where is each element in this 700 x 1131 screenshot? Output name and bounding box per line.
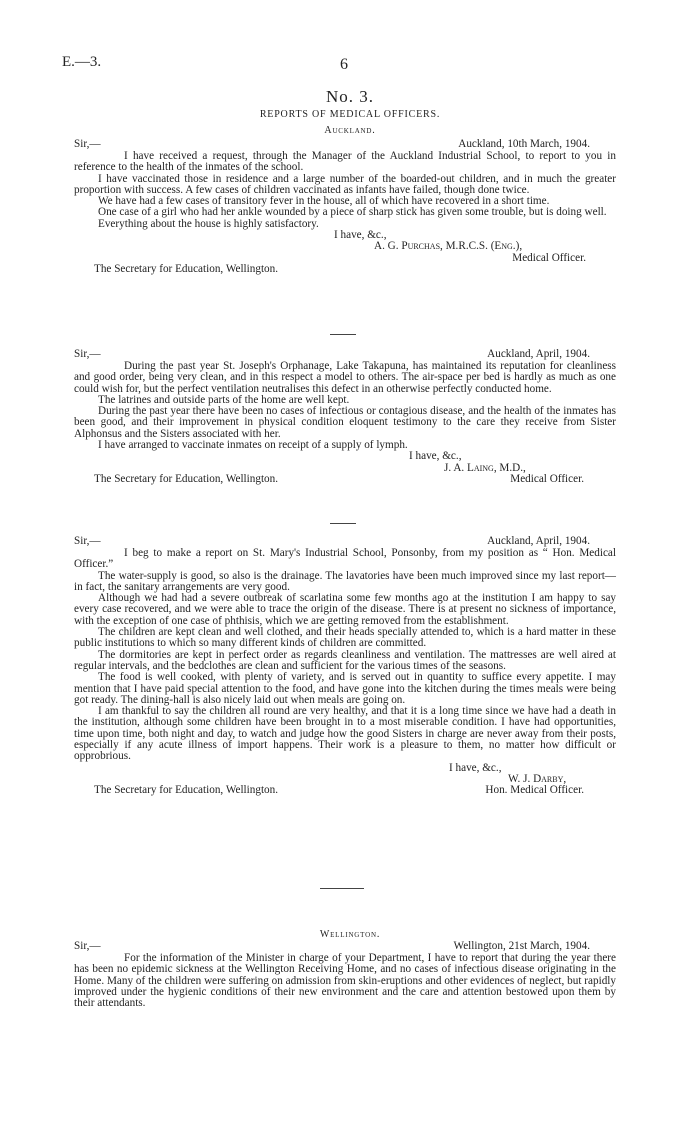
divider	[320, 888, 364, 889]
closing: I have, &c.,	[334, 229, 387, 242]
letter-wellington	[74, 941, 616, 1009]
paragraph: I am thankful to say the children all round are very healthy, and that it is a long time since we have had a death in the institution, although some children have been brought in to a most miserable condition. I have had opportunities, time upon time, both night and day, to watch and judge how the good Sisters in charge are never away from their posts, especially if any acute illness of import happens. Their work is a pleasure to them, no matter how difficult or opprobrious.	[74, 705, 616, 763]
place-date: Wellington, 21st March, 1904.	[453, 940, 590, 952]
salutation: Sir,—	[74, 535, 101, 547]
signatory: A. G. Purchas, M.R.C.S. (Eng.),	[374, 240, 523, 253]
paragraph: I beg to make a report on St. Mary's Industrial School, Ponsonby, from my position as “ Hon. Medical Officer.”	[74, 547, 616, 571]
addressee: The Secretary for Education, Wellington.	[94, 784, 279, 797]
paragraph: During the past year St. Joseph's Orphanage, Lake Takapuna, has maintained its reputation for cleanliness and good order, being very clean, and in this respect a model to others. The air-space per bed is hardly as much as one could wish for, but the perfect ventilation neutralises this defect in an otherwise perfectly conducted home.	[74, 360, 616, 395]
closing: I have, &c.,	[449, 761, 502, 774]
place-date: Auckland, 10th March, 1904.	[458, 138, 590, 150]
section-subtitle: Auckland.	[324, 125, 376, 136]
letter-laing	[74, 349, 616, 486]
place-date: Auckland, April, 1904.	[487, 535, 590, 547]
letter-purchas	[74, 139, 616, 276]
paragraph: The water-supply is good, so also is the drainage. The lavatories have been much improved since my last report—in fact, the sanitary arrangements are very good.	[74, 569, 616, 593]
addressee: The Secretary for Education, Wellington.	[94, 472, 279, 485]
signatory: W. J. Darby,	[508, 772, 567, 785]
paragraph: The children are kept clean and well clothed, and their heads specially attended to, which is a hard matter in these public institutions to which so many different kinds of children are committed.	[74, 626, 616, 650]
closing: I have, &c.,	[409, 450, 462, 463]
paragraph: Everything about the house is highly satisfactory.	[98, 217, 319, 230]
place-date: Auckland, April, 1904.	[487, 348, 590, 360]
role: Medical Officer.	[512, 251, 586, 264]
divider	[330, 334, 356, 335]
letter-darby	[74, 536, 616, 797]
section-number: No. 3.	[325, 87, 375, 106]
page-number: 6	[340, 56, 348, 73]
paragraph: We have had a few cases of transitory fever in the house, all of which have recovered in a short time.	[98, 195, 550, 208]
paragraph: The dormitories are kept in perfect order as regards cleanliness and ventilation. The mattresses are well aired at regular intervals, and the bedclothes are clean and sufficient for the various times of the seasons.	[74, 648, 616, 672]
paragraph: During the past year there have been no cases of infectious or contagious disease, and the health of the inmates has been good, and their improvement in physical condition eloquent testimony to the care they receive from Sister Alphonsus and the Sisters associated with her.	[74, 405, 616, 440]
paragraph: The food is well cooked, with plenty of variety, and is served out in quantity to suffice every appetite. I may mention that I have paid special attention to the food, and have gone into the kitchen during the times meals were being got ready. The dining-hall is also nicely laid out when meals are going on.	[74, 671, 616, 706]
addressee: The Secretary for Education, Wellington.	[94, 262, 279, 275]
paragraph: I have vaccinated those in residence and a large number of the boarded-out children, and in much the greater proportion with success. A few cases of children vaccinated as infants have failed, though done twice.	[74, 172, 616, 196]
paragraph: I have received a request, through the Manager of the Auckland Industrial School, to report to you in reference to the health of the inmates of the school.	[74, 150, 616, 174]
paragraph: One case of a girl who had her ankle wounded by a piece of sharp stick has given some trouble, but is doing well.	[98, 206, 607, 219]
role: Medical Officer.	[510, 472, 584, 485]
salutation: Sir,—	[74, 138, 101, 150]
divider	[330, 523, 356, 524]
paragraph: The latrines and outside parts of the home are well kept.	[98, 393, 350, 406]
salutation: Sir,—	[74, 940, 101, 952]
paragraph: Although we had had a severe outbreak of scarlatina some few months ago at the institution I am happy to say every case recovered, and we were able to trace the origin of the disease. There is at present no sickness of importance, with the exception of one case of phthisis, which we are getting removed from the establishment.	[74, 592, 616, 627]
signatory: J. A. Laing, M.D.,	[444, 461, 526, 474]
paragraph: For the information of the Minister in charge of your Department, I have to report that during the year there has been no epidemic sickness at the Wellington Receiving Home, and no cases of infectious disease originating in the Home. Many of the children were suffering on admission from skin-eruptions and other evidences of neglect, but rapidly improved under the hygienic conditions of their new environment and the care and attention bestowed upon them by their attendants.	[74, 952, 616, 1010]
salutation: Sir,—	[74, 348, 101, 360]
paragraph: I have arranged to vaccinate inmates on receipt of a supply of lymph.	[98, 439, 408, 452]
section-title: REPORTS OF MEDICAL OFFICERS.	[259, 109, 441, 120]
role: Hon. Medical Officer.	[485, 784, 584, 797]
wellington-heading: Wellington.	[319, 929, 381, 940]
series-code: E.—3.	[62, 54, 102, 70]
